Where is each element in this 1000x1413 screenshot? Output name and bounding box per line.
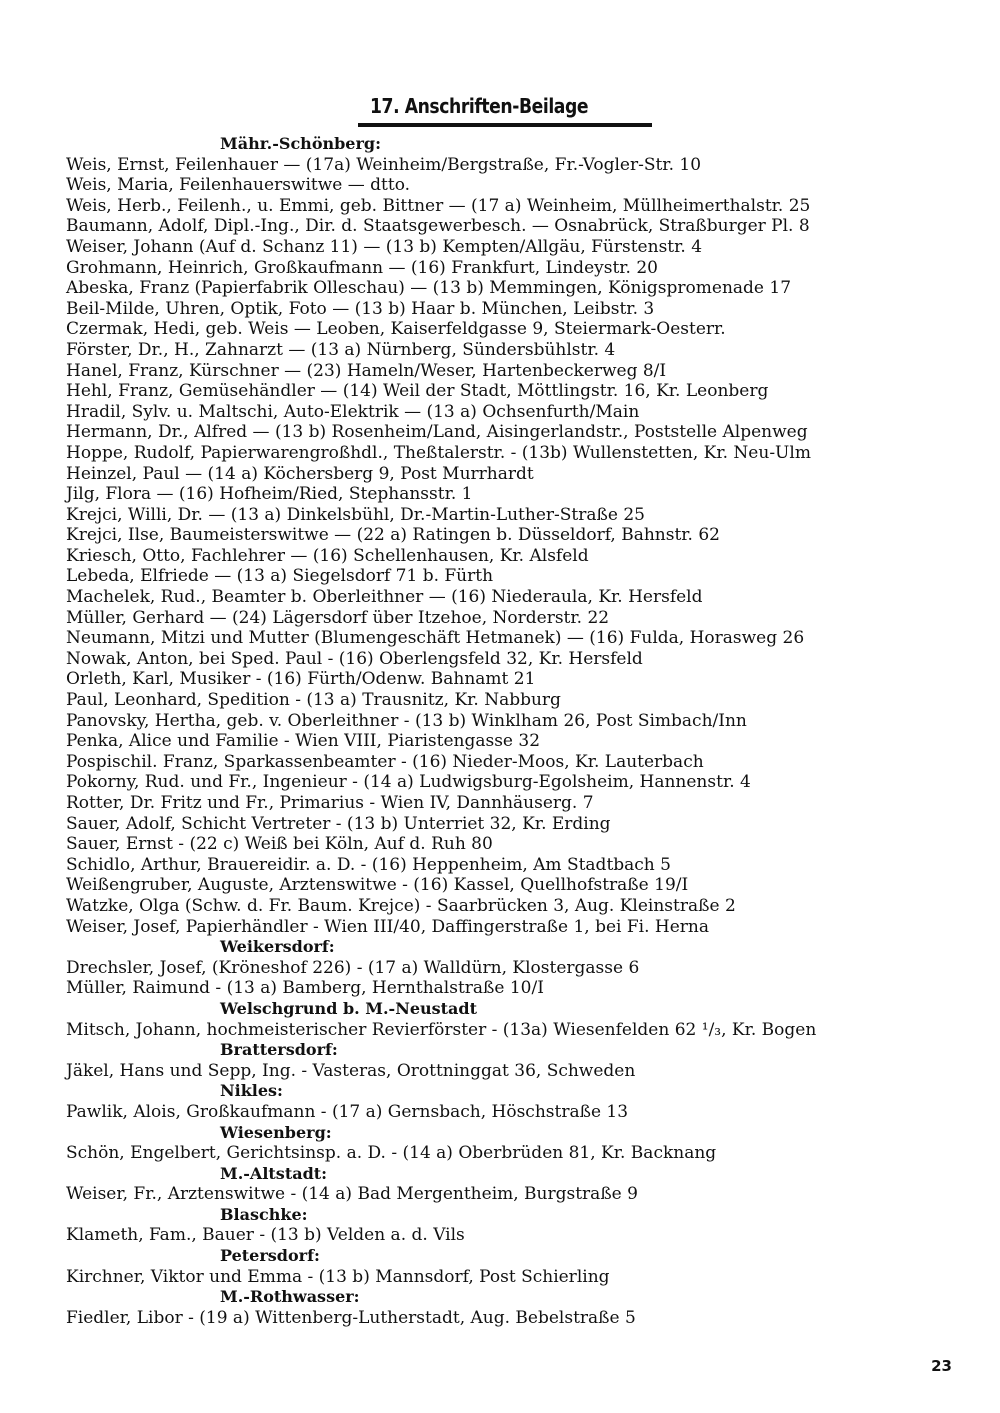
- address-entry: Rotter, Dr. Fritz und Fr., Primarius - Wien IV, Dannhäuserg. 7: [66, 793, 594, 813]
- address-entry: Jäkel, Hans und Sepp, Ing. - Vasteras, Orottninggat 36, Schweden: [66, 1060, 636, 1081]
- address-entry: Förster, Dr., H., Zahnarzt — (13 a) Nürnberg, Sündersbühlstr. 4: [66, 339, 616, 360]
- address-entry: Pawlik, Alois, Großkaufmann - (17 a) Gernsbach, Höschstraße 13: [66, 1101, 629, 1122]
- section-heading: M.-Rothwasser:: [220, 1287, 360, 1307]
- address-entry: Kirchner, Viktor und Emma - (13 b) Mannsdorf, Post Schierling: [66, 1266, 610, 1287]
- address-entry: Baumann, Adolf, Dipl.-Ing., Dir. d. Staatsgewerbesch. — Osnabrück, Straßburger Pl. 8: [66, 216, 810, 237]
- section-heading: Nikles:: [220, 1081, 283, 1101]
- address-list: [66, 134, 956, 1328]
- address-entry: Panovsky, Hertha, geb. v. Oberleithner - (13 b) Winklham 26, Post Simbach/Inn: [66, 710, 747, 731]
- address-entry: Jilg, Flora — (16) Hofheim/Ried, Stephansstr. 1: [66, 484, 473, 505]
- address-entry: Hanel, Franz, Kürschner — (23) Hameln/Weser, Hartenbeckerweg 8/I: [66, 360, 667, 381]
- address-entry: Pospischil. Franz, Sparkassenbeamter - (16) Nieder-Moos, Kr. Lauterbach: [66, 751, 704, 772]
- section-heading: Welschgrund b. M.-Neustadt: [220, 998, 477, 1018]
- address-entry: Fiedler, Libor - (19 a) Wittenberg-Lutherstadt, Aug. Bebelstraße 5: [66, 1307, 636, 1328]
- address-entry: Sauer, Ernst - (22 c) Weiß bei Köln, Auf d. Ruh 80: [66, 834, 493, 855]
- page-number: 23: [931, 1357, 952, 1375]
- address-entry: Mitsch, Johann, hochmeisterischer Revierförster - (13a) Wiesenfelden 62 ¹/₃, Kr. Bogen: [66, 1019, 817, 1040]
- address-entry: Weis, Ernst, Feilenhauer — (17a) Weinheim/Bergstraße, Fr.-Vogler-Str. 10: [66, 154, 702, 175]
- address-entry: Lebeda, Elfriede — (13 a) Siegelsdorf 71 b. Fürth: [66, 566, 494, 587]
- address-entry: Müller, Gerhard — (24) Lägersdorf über Itzehoe, Norderstr. 22: [66, 607, 610, 628]
- section-heading: Wiesenberg:: [220, 1122, 332, 1142]
- section-heading: M.-Altstadt:: [220, 1163, 328, 1183]
- address-entry: Beil-Milde, Uhren, Optik, Foto — (13 b) Haar b. München, Leibstr. 3: [66, 298, 655, 319]
- address-entry: Neumann, Mitzi und Mutter (Blumengeschäft Hetmanek) — (16) Fulda, Horasweg 26: [66, 628, 805, 649]
- address-entry: Weißengruber, Auguste, Arztenswitwe - (16) Kassel, Quellhofstraße 19/I: [66, 875, 689, 896]
- address-entry: Klameth, Fam., Bauer - (13 b) Velden a. d. Vils: [66, 1225, 465, 1246]
- address-entry: Weiser, Fr., Arztenswitwe - (14 a) Bad Mergentheim, Burgstraße 9: [66, 1184, 638, 1205]
- address-entry: Pokorny, Rud. und Fr., Ingenieur - (14 a) Ludwigsburg-Egolsheim, Hannenstr. 4: [66, 772, 751, 793]
- address-entry: Watzke, Olga (Schw. d. Fr. Baum. Krejce) - Saarbrücken 3, Aug. Kleinstraße 2: [66, 895, 736, 916]
- address-entry: Weis, Herb., Feilenh., u. Emmi, geb. Bittner — (17 a) Weinheim, Müllheimerthalstr. 25: [66, 195, 811, 216]
- address-entry: Czermak, Hedi, geb. Weis — Leoben, Kaiserfeldgasse 9, Steiermark-Oesterr.: [66, 319, 726, 340]
- address-entry: Heinzel, Paul — (14 a) Köchersberg 9, Post Murrhardt: [66, 463, 534, 484]
- address-entry: Nowak, Anton, bei Sped. Paul - (16) Oberlengsfeld 32, Kr. Hersfeld: [66, 648, 643, 669]
- address-entry: Schön, Engelbert, Gerichtsinsp. a. D. - (14 a) Oberbrüden 81, Kr. Backnang: [66, 1143, 717, 1164]
- section-heading: Brattersdorf:: [220, 1040, 338, 1060]
- address-entry: Grohmann, Heinrich, Großkaufmann — (16) Frankfurt, Lindeystr. 20: [66, 257, 658, 278]
- address-entry: Schidlo, Arthur, Brauereidir. a. D. - (16) Heppenheim, Am Stadtbach 5: [66, 854, 671, 875]
- title-underline: [358, 123, 652, 127]
- address-entry: Hoppe, Rudolf, Papierwarengroßhdl., Theßtalerstr. - (13b) Wullenstetten, Kr. Neu-Ulm: [66, 442, 811, 463]
- address-entry: Kriesch, Otto, Fachlehrer — (16) Schellenhausen, Kr. Alsfeld: [66, 545, 589, 566]
- address-entry: Abeska, Franz (Papierfabrik Olleschau) — (13 b) Memmingen, Königspromenade 17: [66, 278, 792, 299]
- address-entry: Penka, Alice und Familie - Wien VIII, Piaristengasse 32: [66, 731, 541, 752]
- section-heading: Weikersdorf:: [220, 937, 335, 957]
- address-entry: Müller, Raimund - (13 a) Bamberg, Hernthalstraße 10/I: [66, 978, 544, 999]
- address-entry: Weiser, Josef, Papierhändler - Wien III/40, Daffingerstraße 1, bei Fi. Herna: [66, 916, 709, 937]
- address-entry: Orleth, Karl, Musiker - (16) Fürth/Odenw. Bahnamt 21: [66, 669, 536, 690]
- page-title: 17. Anschriften-Beilage: [370, 94, 589, 118]
- section-heading: Blaschke:: [220, 1204, 308, 1224]
- address-entry: Machelek, Rud., Beamter b. Oberleithner — (16) Niederaula, Kr. Hersfeld: [66, 587, 703, 608]
- address-entry: Krejci, Willi, Dr. — (13 a) Dinkelsbühl, Dr.-Martin-Luther-Straße 25: [66, 504, 645, 525]
- address-entry: Krejci, Ilse, Baumeisterswitwe — (22 a) Ratingen b. Düsseldorf, Bahnstr. 62: [66, 525, 720, 546]
- address-entry: Sauer, Adolf, Schicht Vertreter - (13 b) Unterriet 32, Kr. Erding: [66, 813, 611, 834]
- address-entry: Weiser, Johann (Auf d. Schanz 11) — (13 b) Kempten/Allgäu, Fürstenstr. 4: [66, 236, 703, 257]
- address-entry: Hehl, Franz, Gemüsehändler — (14) Weil der Stadt, Möttlingstr. 16, Kr. Leonberg: [66, 381, 769, 402]
- address-entry: Hradil, Sylv. u. Maltschi, Auto-Elektrik — (13 a) Ochsenfurth/Main: [66, 401, 640, 422]
- address-entry: Weis, Maria, Feilenhauerswitwe — dtto.: [66, 175, 411, 196]
- section-heading: Petersdorf:: [220, 1246, 320, 1266]
- address-entry: Hermann, Dr., Alfred — (13 b) Rosenheim/Land, Aisingerlandstr., Poststelle Alpenweg: [66, 422, 808, 443]
- section-heading: Mähr.-Schönberg:: [220, 134, 382, 153]
- address-entry: Drechsler, Josef, (Kröneshof 226) - (17 a) Walldürn, Klostergasse 6: [66, 957, 640, 978]
- address-entry: Paul, Leonhard, Spedition - (13 a) Trausnitz, Kr. Nabburg: [66, 690, 561, 711]
